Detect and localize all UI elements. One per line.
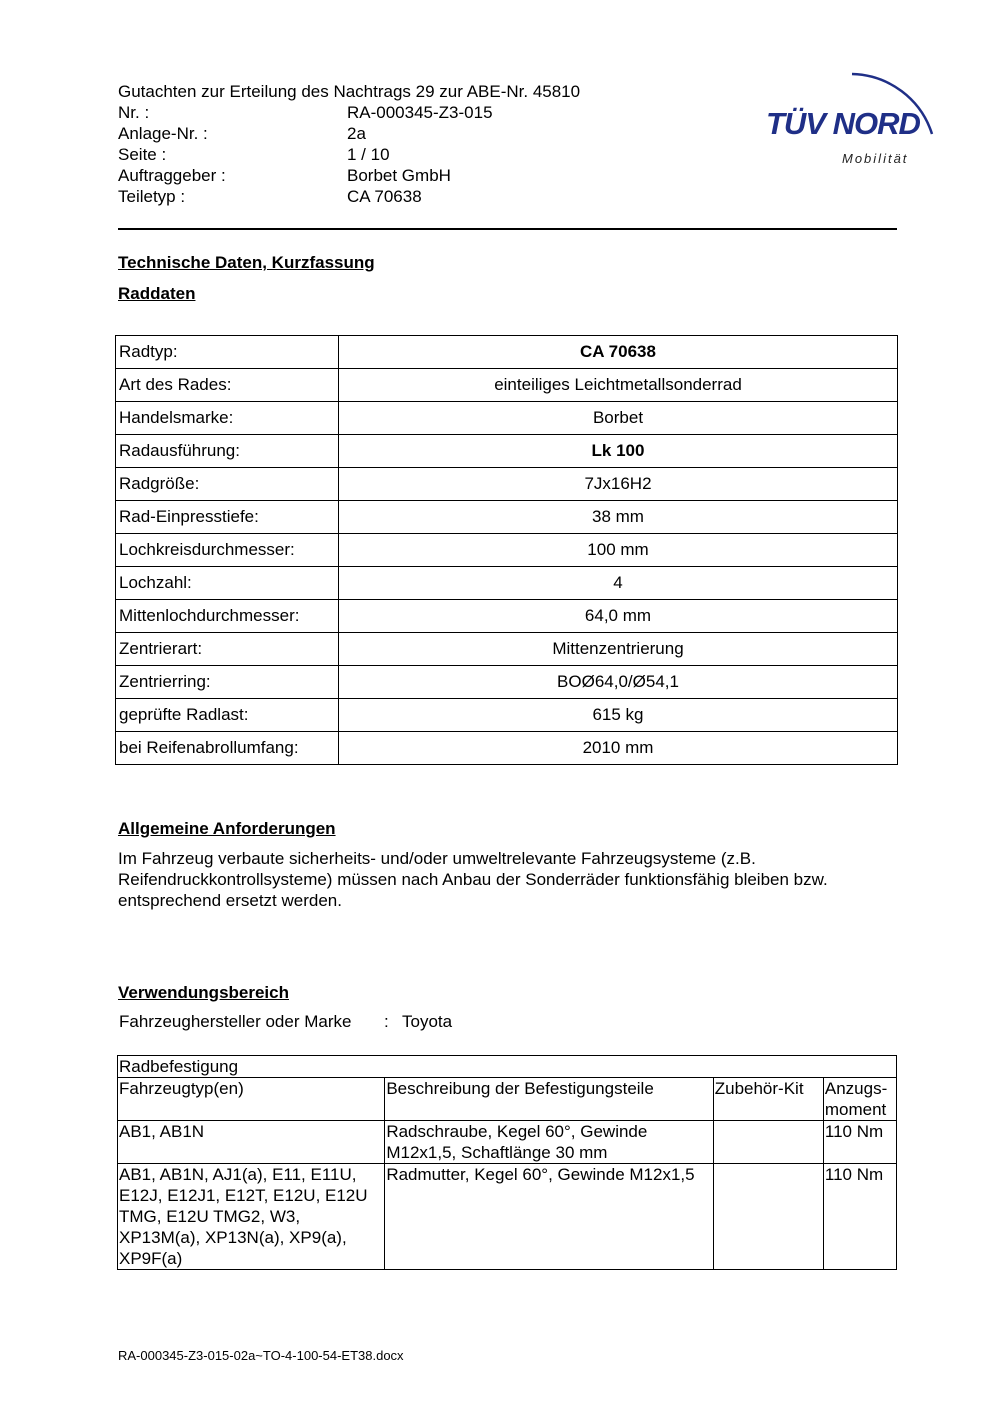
table-row xyxy=(116,732,898,765)
table-row xyxy=(116,666,898,699)
fahrzeughersteller-value: Toyota xyxy=(402,1012,453,1031)
table-row xyxy=(116,534,898,567)
raddaten-label: Zentrierart: xyxy=(116,633,339,666)
cell-beschreibung: Radschraube, Kegel 60°, Gewinde M12x1,5, Schaftlänge 30 mm xyxy=(385,1121,713,1164)
table-row xyxy=(116,699,898,732)
field-label-teiletyp: Teiletyp : xyxy=(118,187,186,206)
raddaten-value: 4 xyxy=(339,567,898,600)
heading-verwendungsbereich: Verwendungsbereich xyxy=(118,983,289,1002)
raddaten-label: Rad-Einpresstiefe: xyxy=(116,501,339,534)
table-row xyxy=(116,402,898,435)
raddaten-value: 7Jx16H2 xyxy=(339,468,898,501)
table-row xyxy=(116,336,898,369)
cell-fahrzeugtyp: AB1, AB1N, AJ1(a), E11, E11U, E12J, E12J1, E12T, E12U, E12U TMG, E12U TMG2, W3, XP13M(a), XP13N(a), XP9(a), XP9F(a) xyxy=(118,1164,385,1270)
field-value-teiletyp: CA 70638 xyxy=(347,187,422,206)
fahrzeughersteller-separator: : xyxy=(384,1012,389,1031)
raddaten-value: Lk 100 xyxy=(339,435,898,468)
table-row xyxy=(116,369,898,402)
cell-anzugsmoment: 110 Nm xyxy=(823,1121,896,1164)
raddaten-label: Lochzahl: xyxy=(116,567,339,600)
header-fields xyxy=(118,102,493,207)
tuv-nord-logo xyxy=(762,56,942,171)
field-value-seite: 1 / 10 xyxy=(347,145,390,164)
raddaten-value: Borbet xyxy=(339,402,898,435)
raddaten-label: Zentrierring: xyxy=(116,666,339,699)
column-header-zubehoer-kit: Zubehör-Kit xyxy=(713,1078,823,1121)
footer-filename: RA-000345-Z3-015-02a~TO-4-100-54-ET38.docx xyxy=(118,1348,404,1363)
raddaten-value: CA 70638 xyxy=(339,336,898,369)
raddaten-label: bei Reifenabrollumfang: xyxy=(116,732,339,765)
column-header-anzugsmoment: Anzugs- moment xyxy=(823,1078,896,1121)
cell-anzugsmoment: 110 Nm xyxy=(823,1164,896,1270)
raddaten-value: 100 mm xyxy=(339,534,898,567)
raddaten-value: Mittenzentrierung xyxy=(339,633,898,666)
logo-subtitle: Mobilität xyxy=(842,151,909,166)
raddaten-value: 64,0 mm xyxy=(339,600,898,633)
raddaten-value: BOØ64,0/Ø54,1 xyxy=(339,666,898,699)
table-row xyxy=(116,468,898,501)
radbefestigung-caption: Radbefestigung xyxy=(118,1056,897,1078)
raddaten-label: Mittenlochdurchmesser: xyxy=(116,600,339,633)
table-row xyxy=(118,1164,897,1270)
raddaten-table xyxy=(115,335,898,765)
raddaten-value: 615 kg xyxy=(339,699,898,732)
field-label-anlage: Anlage-Nr. : xyxy=(118,124,208,143)
field-label-auftraggeber: Auftraggeber : xyxy=(118,166,226,185)
field-value-auftraggeber: Borbet GmbH xyxy=(347,166,451,185)
raddaten-label: Radtyp: xyxy=(116,336,339,369)
table-row xyxy=(116,435,898,468)
table-row xyxy=(116,567,898,600)
cell-fahrzeugtyp: AB1, AB1N xyxy=(118,1121,385,1164)
raddaten-value: 2010 mm xyxy=(339,732,898,765)
table-row xyxy=(116,501,898,534)
raddaten-value: 38 mm xyxy=(339,501,898,534)
allgemeine-anforderungen-text: Im Fahrzeug verbaute sicherheits- und/oder umweltrelevante Fahrzeugsysteme (z.B. Reifendruckkontrollsysteme) müssen nach Anbau der Sonderräder funktionsfähig bleiben bzw. entsprechend ersetzt werden. xyxy=(118,849,828,910)
table-caption-row xyxy=(118,1056,897,1078)
fahrzeughersteller-label: Fahrzeughersteller oder Marke xyxy=(119,1012,352,1031)
fahrzeughersteller-line xyxy=(119,1012,452,1032)
raddaten-label: Radgröße: xyxy=(116,468,339,501)
cell-zubehoer-kit xyxy=(713,1121,823,1164)
logo-wordmark: TÜV NORD xyxy=(766,106,920,141)
table-row xyxy=(118,1121,897,1164)
heading-allgemeine-anforderungen: Allgemeine Anforderungen xyxy=(118,819,336,838)
column-header-beschreibung: Beschreibung der Befestigungsteile xyxy=(385,1078,713,1121)
radbefestigung-table xyxy=(117,1055,897,1270)
cell-zubehoer-kit xyxy=(713,1164,823,1270)
table-header-row xyxy=(118,1078,897,1121)
column-header-fahrzeugtyp: Fahrzeugtyp(en) xyxy=(118,1078,385,1121)
cell-beschreibung: Radmutter, Kegel 60°, Gewinde M12x1,5 xyxy=(385,1164,713,1270)
raddaten-label: Art des Rades: xyxy=(116,369,339,402)
field-value-anlage: 2a xyxy=(347,124,366,143)
raddaten-label: Handelsmarke: xyxy=(116,402,339,435)
report-title: Gutachten zur Erteilung des Nachtrags 29 zur ABE-Nr. 45810 xyxy=(118,82,581,101)
raddaten-label: Lochkreisdurchmesser: xyxy=(116,534,339,567)
heading-technische-daten: Technische Daten, Kurzfassung xyxy=(118,253,375,272)
heading-raddaten: Raddaten xyxy=(118,284,196,303)
raddaten-value: einteiliges Leichtmetallsonderrad xyxy=(339,369,898,402)
raddaten-label: Radausführung: xyxy=(116,435,339,468)
field-label-seite: Seite : xyxy=(118,145,167,164)
header-divider xyxy=(118,228,897,230)
raddaten-label: geprüfte Radlast: xyxy=(116,699,339,732)
table-row xyxy=(116,600,898,633)
field-label-nr: Nr. : xyxy=(118,103,150,122)
field-value-nr: RA-000345-Z3-015 xyxy=(347,103,493,122)
table-row xyxy=(116,633,898,666)
